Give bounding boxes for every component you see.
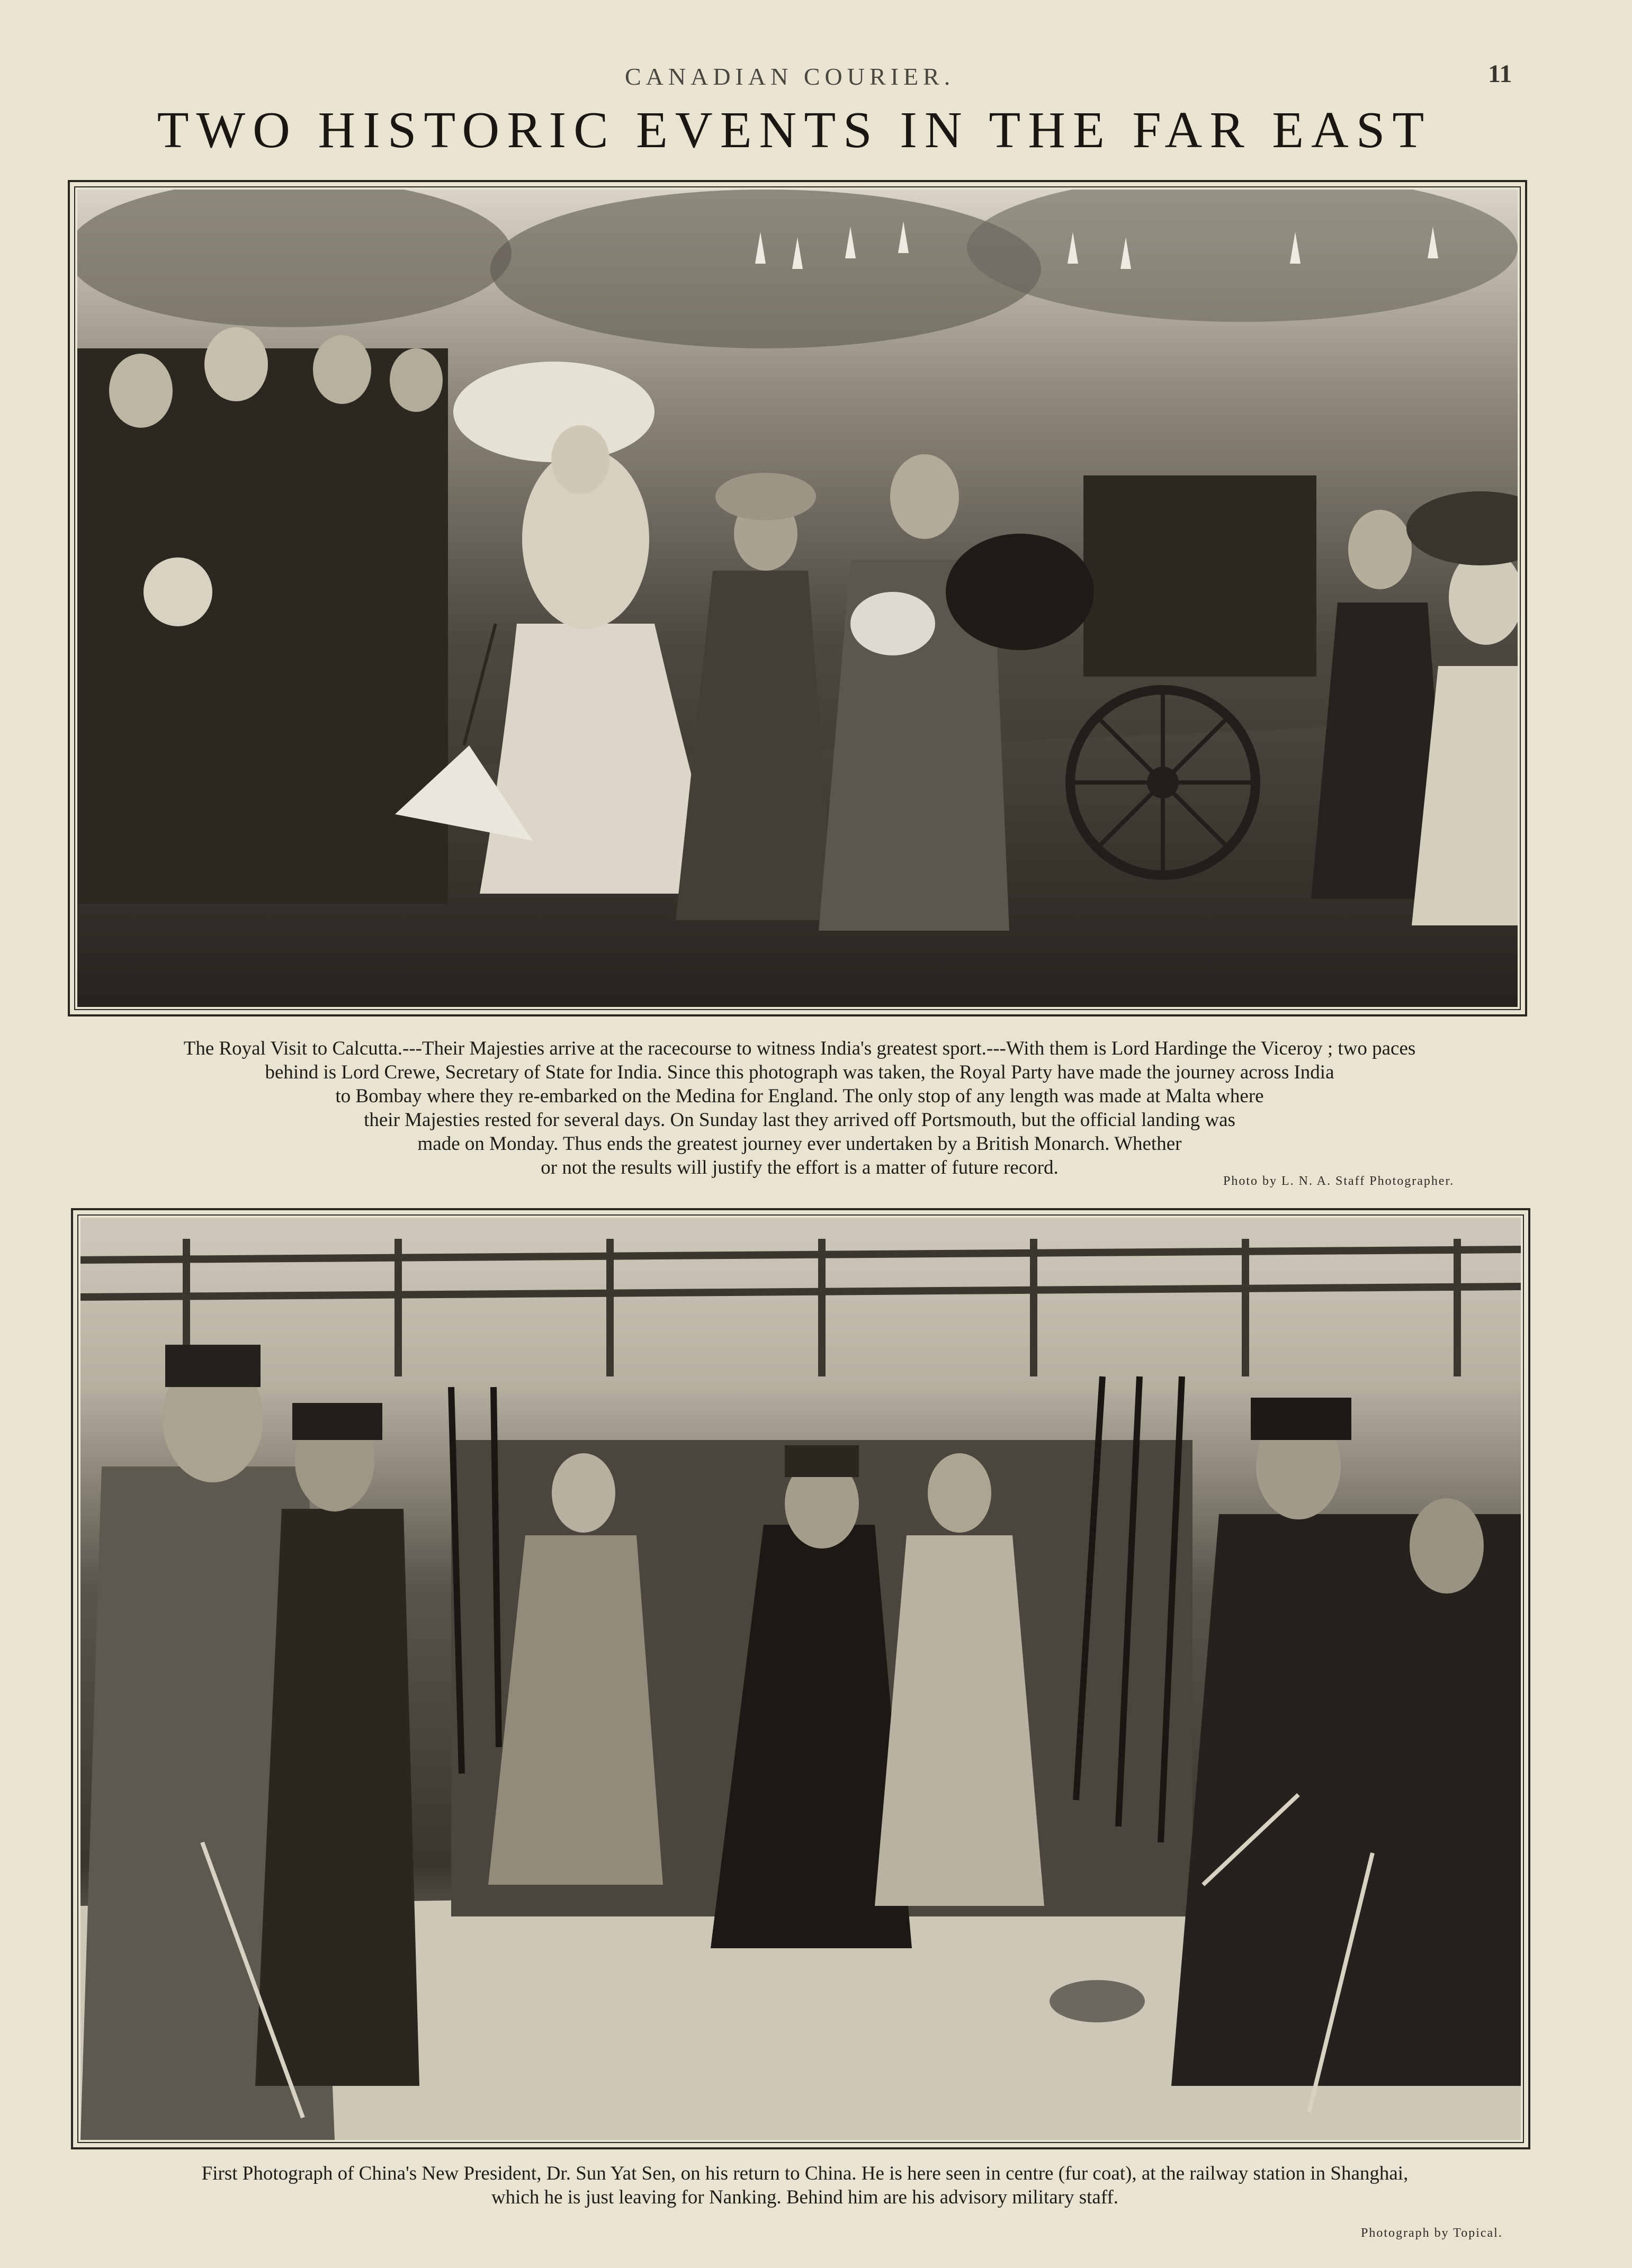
top-photo-caption — [69, 1037, 1530, 1180]
caption-line: or not the results will justify the effort is a matter of future record. — [541, 1157, 1059, 1178]
caption-line: which he is just leaving for Nanking. Behind him are his advisory military staff. — [491, 2186, 1119, 2208]
top-photo-credit: Photo by L. N. A. Staff Photographer. — [1223, 1174, 1455, 1188]
royal-visit-photo-image — [77, 190, 1518, 1007]
running-head: CANADIAN COURIER. — [625, 63, 955, 90]
caption-line: to Bombay where they re-embarked on the Medina for England. The only stop of any length was made at Malta where — [335, 1085, 1264, 1107]
bottom-photo-caption — [74, 2162, 1536, 2209]
headline: TWO HISTORIC EVENTS IN THE FAR EAST — [157, 102, 1432, 159]
caption-line: made on Monday. Thus ends the greatest journey ever undertaken by a British Monarch. Whether — [417, 1133, 1182, 1155]
top-photo-frame — [68, 180, 1527, 1016]
royal-visit-photo — [77, 190, 1518, 1007]
sun-yat-sen-photo — [80, 1218, 1521, 2140]
caption-line: The Royal Visit to Calcutta.---Their Majesties arrive at the racecourse to witness India's greatest sport.---With them is Lord Hardinge the Viceroy ; two paces — [183, 1038, 1416, 1059]
caption-line: their Majesties rested for several days. On Sunday last they arrived off Portsmouth, but the official landing was — [364, 1109, 1235, 1131]
page-number: 11 — [1488, 60, 1512, 88]
caption-line: behind is Lord Crewe, Secretary of State for India. Since this photograph was taken, the Royal Party have made the journey across India — [265, 1061, 1334, 1083]
bottom-photo-credit: Photograph by Topical. — [1361, 2226, 1503, 2240]
caption-line: First Photograph of China's New President, Dr. Sun Yat Sen, on his return to China. He is here seen in centre (fur coat), at the railway station in Shanghai, — [201, 2163, 1409, 2184]
bottom-photo-frame — [71, 1208, 1530, 2149]
sun-yat-sen-photo-image — [80, 1218, 1521, 2140]
